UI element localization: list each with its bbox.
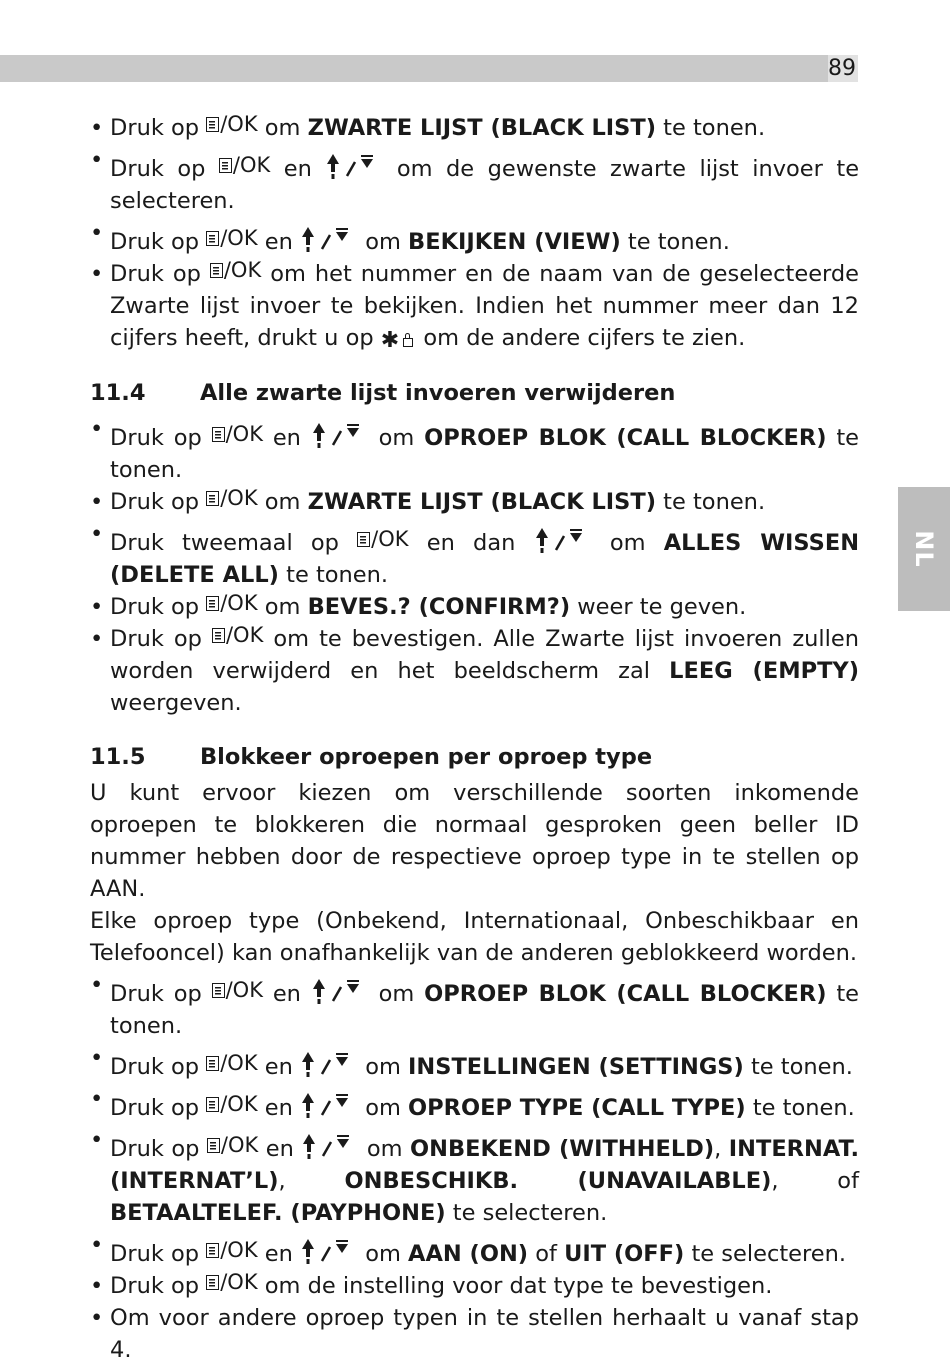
text: /OK (220, 1092, 258, 1116)
bold-text: ONBEKEND (WITHHELD) (410, 1136, 715, 1162)
list-item (90, 1229, 859, 1270)
bold-text: INSTELLINGEN (SETTINGS) (408, 1054, 744, 1080)
menu-ok-key-icon (219, 149, 270, 181)
text: te tonen. (627, 229, 730, 255)
text: Druk tweemaal op (110, 530, 339, 556)
text: te tonen. (110, 981, 860, 1039)
text: en (265, 1136, 294, 1162)
bold-text: BETAALTELEF. (PAYPHONE) (110, 1200, 446, 1226)
text: en (264, 1095, 293, 1121)
language-tab-label: NL (910, 530, 938, 568)
text: /OK (225, 978, 263, 1002)
menu-ok-key-icon (206, 222, 257, 254)
list-item (90, 591, 859, 623)
text: om (366, 1136, 403, 1162)
text: weer te geven. (577, 594, 747, 620)
text: te tonen. (752, 1095, 855, 1121)
up-down-nav-keys-icon (300, 1235, 358, 1267)
up-down-nav-keys-icon (300, 1089, 358, 1121)
text: en (272, 425, 301, 451)
text: om (264, 115, 301, 141)
text: /OK (371, 527, 409, 551)
text: om het nummer en de naam van de geselecteerde Zwarte lijst invoer te bekijken. Indien het nummer meer dan 12 cijfers heeft, drukt u op (110, 261, 860, 351)
paragraph: U kunt ervoor kiezen om verschillende soorten inkomende oproepen te blokkeren die normaal gesproken geen beller ID nummer hebben door de respectieve oproep type in te stellen op AAN. (90, 780, 859, 902)
menu-ok-key-icon (206, 482, 257, 514)
text: om de instelling voor dat type te bevestigen. (264, 1273, 773, 1299)
section-title: Alle zwarte lijst invoeren verwijderen (200, 380, 676, 406)
bold-text: OPROEP TYPE (CALL TYPE) (408, 1095, 746, 1121)
text: /OK (220, 1238, 258, 1262)
section-number: 11.4 (90, 380, 146, 406)
bold-text: UIT (OFF) (564, 1241, 685, 1267)
text: /OK (220, 112, 258, 136)
list-item (90, 486, 859, 518)
list-item (90, 518, 859, 591)
text: te tonen. (286, 562, 389, 588)
text: te tonen. (110, 425, 860, 483)
list-item (90, 1302, 859, 1366)
list-item (90, 1124, 859, 1229)
up-down-nav-keys-icon (300, 223, 358, 255)
text: om (378, 981, 415, 1007)
page-number: 89 (828, 56, 856, 81)
text: Druk op (110, 1054, 200, 1080)
text: om (378, 425, 415, 451)
text: Druk op (110, 489, 200, 515)
bold-text: ALLES WISSEN (DELETE ALL) (110, 530, 860, 588)
text: Druk op (110, 1136, 200, 1162)
menu-ok-key-icon (206, 108, 257, 140)
text: om (609, 530, 646, 556)
section-heading (90, 741, 859, 773)
list-item (90, 112, 859, 144)
menu-ok-key-icon (212, 974, 263, 1006)
up-down-nav-keys-icon (311, 419, 369, 451)
text: Druk op (110, 594, 200, 620)
text: en (264, 1241, 293, 1267)
text: /OK (225, 422, 263, 446)
menu-ok-key-icon (206, 587, 257, 619)
bold-text: ZWARTE LIJST (BLACK LIST) (307, 115, 657, 141)
text: te tonen. (663, 115, 766, 141)
text: om (365, 1241, 401, 1267)
text: en (283, 156, 312, 182)
text: /OK (220, 1270, 258, 1294)
text: om te bevestigen. Alle Zwarte lijst invoeren zullen worden verwijderd en het beeldscherm zal (110, 626, 860, 684)
text: te tonen. (750, 1054, 853, 1080)
bold-text: ONBESCHIKB. (UNAVAILABLE) (344, 1168, 772, 1194)
text: en dan (426, 530, 516, 556)
bold-text: ZWARTE LIJST (BLACK LIST) (307, 489, 657, 515)
text: om de gewenste zwarte lijst invoer te selecteren. (110, 156, 860, 214)
document-body (90, 112, 859, 1366)
text: Druk op (110, 425, 202, 451)
menu-ok-key-icon (210, 254, 261, 286)
text: Druk op (110, 1273, 200, 1299)
menu-ok-key-icon (212, 619, 263, 651)
bold-text: AAN (ON) (408, 1241, 529, 1267)
bold-text: BEVES.? (CONFIRM?) (307, 594, 571, 620)
menu-ok-key-icon (207, 1129, 258, 1161)
text: Druk op (110, 1095, 200, 1121)
text: /OK (220, 486, 258, 510)
text: of (535, 1241, 557, 1267)
list-item (90, 144, 859, 217)
text: om (365, 1054, 401, 1080)
paragraph: Elke oproep type (Onbekend, Internationaal, Onbeschikbaar en Telefooncel) kan onafhankelijk van de anderen geblokkeerd worden. (90, 908, 859, 966)
text: /OK (223, 258, 262, 282)
bold-text: OPROEP BLOK (CALL BLOCKER) (424, 425, 827, 451)
menu-ok-key-icon (357, 523, 408, 555)
text: om (264, 594, 301, 620)
text: Druk op (110, 261, 201, 287)
header-bar (0, 55, 858, 82)
text: Druk op (110, 1241, 200, 1267)
up-down-nav-keys-icon (534, 524, 592, 556)
list-item (90, 413, 859, 486)
section-heading (90, 377, 859, 409)
text: om (365, 1095, 401, 1121)
up-down-nav-keys-icon (300, 1048, 358, 1080)
list-item (90, 969, 859, 1042)
bold-text: INTERNAT. (INTERNAT’L) (110, 1136, 859, 1194)
text: /OK (220, 1133, 259, 1157)
text: Druk op (110, 626, 202, 652)
list-item (90, 217, 859, 258)
text: , (714, 1136, 722, 1162)
text: om (264, 489, 301, 515)
up-down-nav-keys-icon (325, 150, 383, 182)
text: Om voor andere oproep typen in te stellen herhaalt u vanaf stap 4. (110, 1305, 859, 1363)
section-number: 11.5 (90, 744, 146, 770)
text: Druk op (110, 229, 200, 255)
menu-ok-key-icon (206, 1088, 257, 1120)
menu-ok-key-icon (206, 1266, 257, 1298)
star-key-icon: ✱ (380, 328, 400, 353)
text: te tonen. (663, 489, 766, 515)
up-down-nav-keys-icon (311, 975, 369, 1007)
text: /OK (220, 226, 258, 250)
list-item (90, 1270, 859, 1302)
bold-text: BEKIJKEN (VIEW) (408, 229, 621, 255)
list-item (90, 623, 859, 719)
language-tab (898, 487, 950, 611)
text: om (365, 229, 401, 255)
text: , (278, 1168, 286, 1194)
text: /OK (220, 1051, 258, 1075)
text: te selecteren. (691, 1241, 847, 1267)
lock-icon (403, 338, 413, 347)
section-title: Blokkeer oproepen per oproep type (200, 744, 653, 770)
bold-text: LEEG (EMPTY) (669, 658, 859, 684)
text: /OK (225, 623, 264, 647)
list-item (90, 1042, 859, 1083)
text: Druk op (110, 156, 206, 182)
text: /OK (220, 591, 258, 615)
text: , of (771, 1168, 859, 1194)
text: en (264, 229, 293, 255)
text: om de andere cijfers te zien. (423, 325, 746, 351)
text: Druk op (110, 115, 200, 141)
menu-ok-key-icon (206, 1234, 257, 1266)
text: en (264, 1054, 293, 1080)
menu-ok-key-icon (206, 1047, 257, 1079)
text: weergeven. (110, 690, 242, 716)
up-down-nav-keys-icon (301, 1130, 359, 1162)
text: /OK (232, 153, 271, 177)
list-item (90, 258, 859, 355)
text: Druk op (110, 981, 202, 1007)
bold-text: OPROEP BLOK (CALL BLOCKER) (424, 981, 827, 1007)
text: te selecteren. (452, 1200, 608, 1226)
menu-ok-key-icon (212, 418, 263, 450)
list-item (90, 1083, 859, 1124)
text: en (272, 981, 301, 1007)
